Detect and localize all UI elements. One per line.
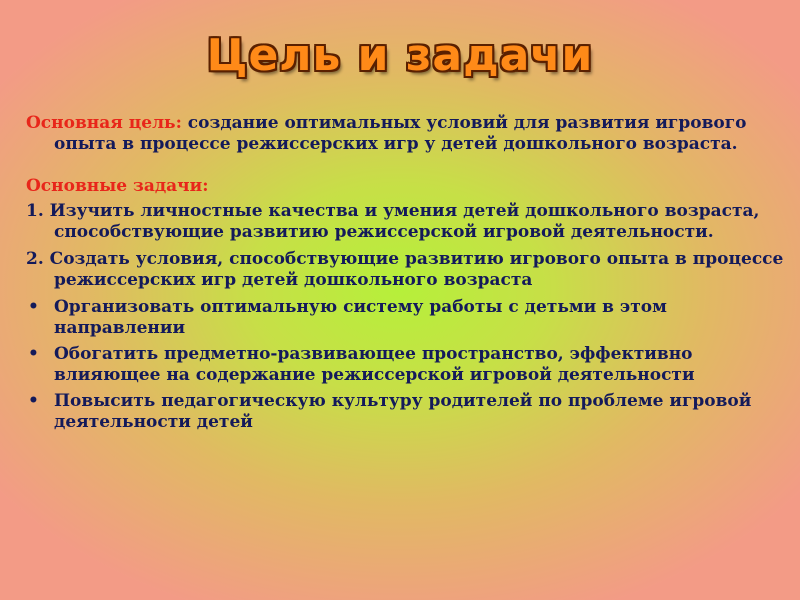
- tasks-label: Основные задачи:: [26, 176, 209, 196]
- main-goal-paragraph: [26, 113, 786, 155]
- main-goal-label: Основная цель:: [26, 113, 182, 133]
- spacer: [26, 155, 786, 176]
- slide-content: [26, 113, 786, 438]
- bullet-text-3: Повысить педагогическую культуру родителей по проблеме игровой деятельности детей: [54, 391, 752, 432]
- task-number-2: 2.: [26, 249, 44, 269]
- task-text-1: Изучить личностные качества и умения детей дошкольного возраста, способствующие развитию режиссерской игровой деятельности.: [43, 201, 760, 242]
- bullet-item-3: [26, 391, 786, 433]
- bullet-icon: •: [28, 297, 39, 317]
- bullet-text-1: Организовать оптимальную систему работы с детьми в этом направлении: [54, 297, 667, 338]
- main-goal-text: создание оптимальных условий для развития игрового опыта в процессе режиссерских игр у детей дошкольного возраста.: [54, 113, 747, 154]
- slide-title: Цель и задачи: [206, 30, 594, 81]
- bullet-icon: •: [28, 344, 39, 364]
- bullet-text-2: Обогатить предметно-развивающее пространство, эффективно влияющее на содержание режиссерской игровой деятельности: [54, 344, 695, 385]
- bullet-item-1: [26, 297, 786, 339]
- task-item-2: [26, 249, 786, 291]
- task-number-1: 1.: [26, 201, 44, 221]
- task-item-1: [26, 201, 786, 243]
- bullet-icon: •: [28, 391, 39, 411]
- task-text-2: Создать условия, способствующие развитию игрового опыта в процессе режиссерских игр детей дошкольного возраста: [43, 249, 784, 290]
- bullet-item-2: [26, 344, 786, 386]
